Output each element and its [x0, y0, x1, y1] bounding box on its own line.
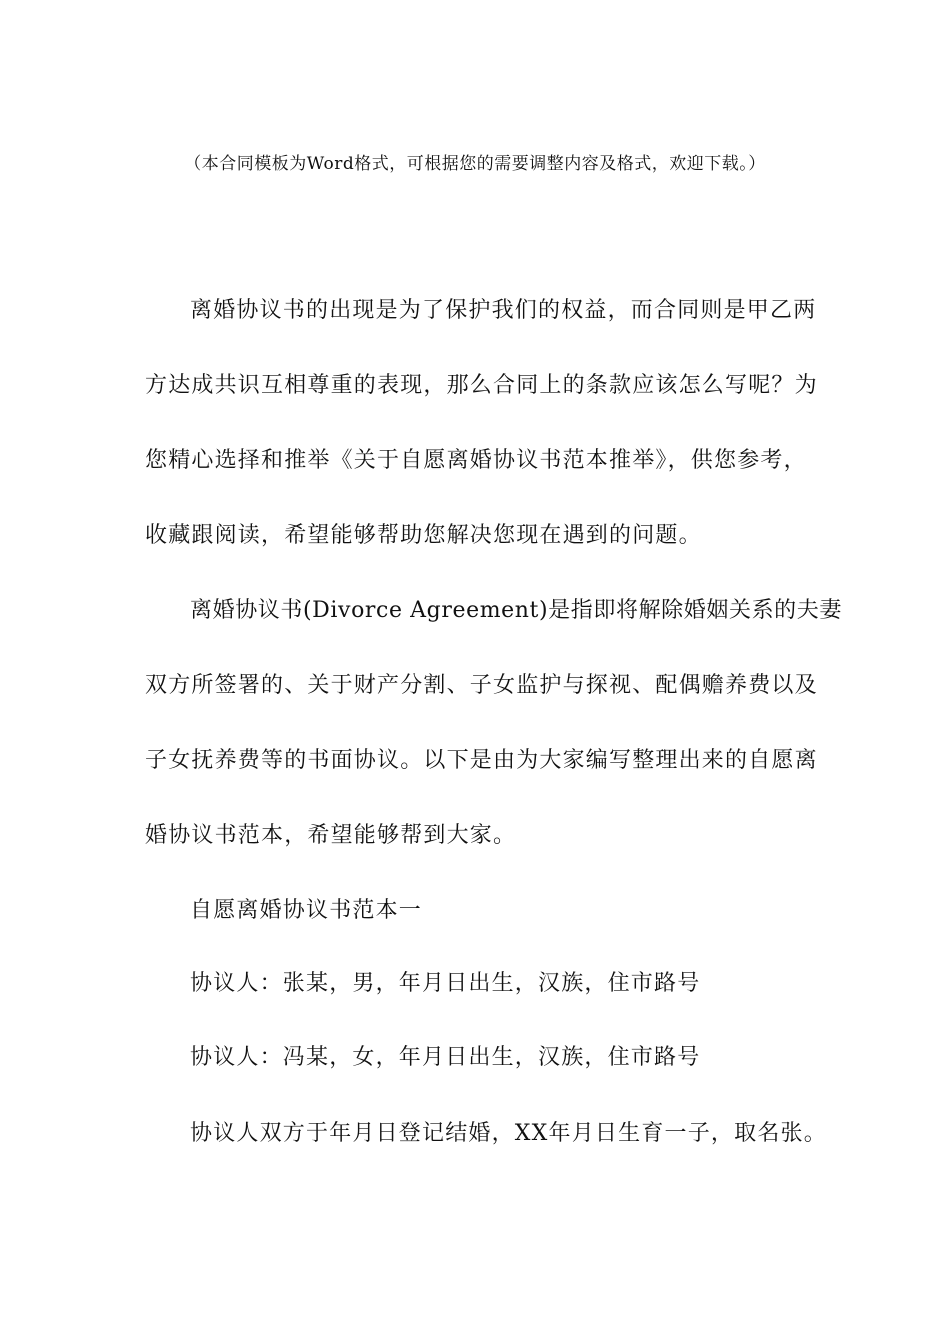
intro-paragraph-line-2: 方达成共识互相尊重的表现，那么合同上的条款应该怎么写呢？为: [145, 373, 818, 398]
definition-paragraph-line-3: 子女抚养费等的书面协议。以下是由为大家编写整理出来的自愿离: [145, 748, 818, 773]
marriage-info-line: 协议人双方于年月日登记结婚，XX年月日生育一子，取名张。: [190, 1121, 827, 1146]
definition-paragraph-line-4: 婚协议书范本，希望能够帮到大家。: [145, 823, 517, 848]
party-two-line: 协议人：冯某，女，年月日出生，汉族，住市路号: [190, 1045, 701, 1070]
template-note: （本合同模板为Word格式，可根据您的需要调整内容及格式，欢迎下载。）: [184, 154, 766, 174]
intro-paragraph-line-4: 收藏跟阅读，希望能够帮助您解决您现在遇到的问题。: [145, 523, 702, 548]
definition-paragraph-line-2: 双方所签署的、关于财产分割、子女监护与探视、配偶赡养费以及: [145, 673, 818, 698]
intro-paragraph-line-1: 离婚协议书的出现是为了保护我们的权益，而合同则是甲乙两: [190, 298, 817, 323]
party-one-line: 协议人：张某，男，年月日出生，汉族，住市路号: [190, 971, 701, 996]
intro-paragraph-line-3: 您精心选择和推举《关于自愿离婚协议书范本推举》，供您参考，: [145, 448, 807, 473]
definition-paragraph-line-1: 离婚协议书(Divorce Agreement)是指即将解除婚姻关系的夫妻: [190, 598, 842, 623]
sample-heading: 自愿离婚协议书范本一: [190, 898, 423, 923]
